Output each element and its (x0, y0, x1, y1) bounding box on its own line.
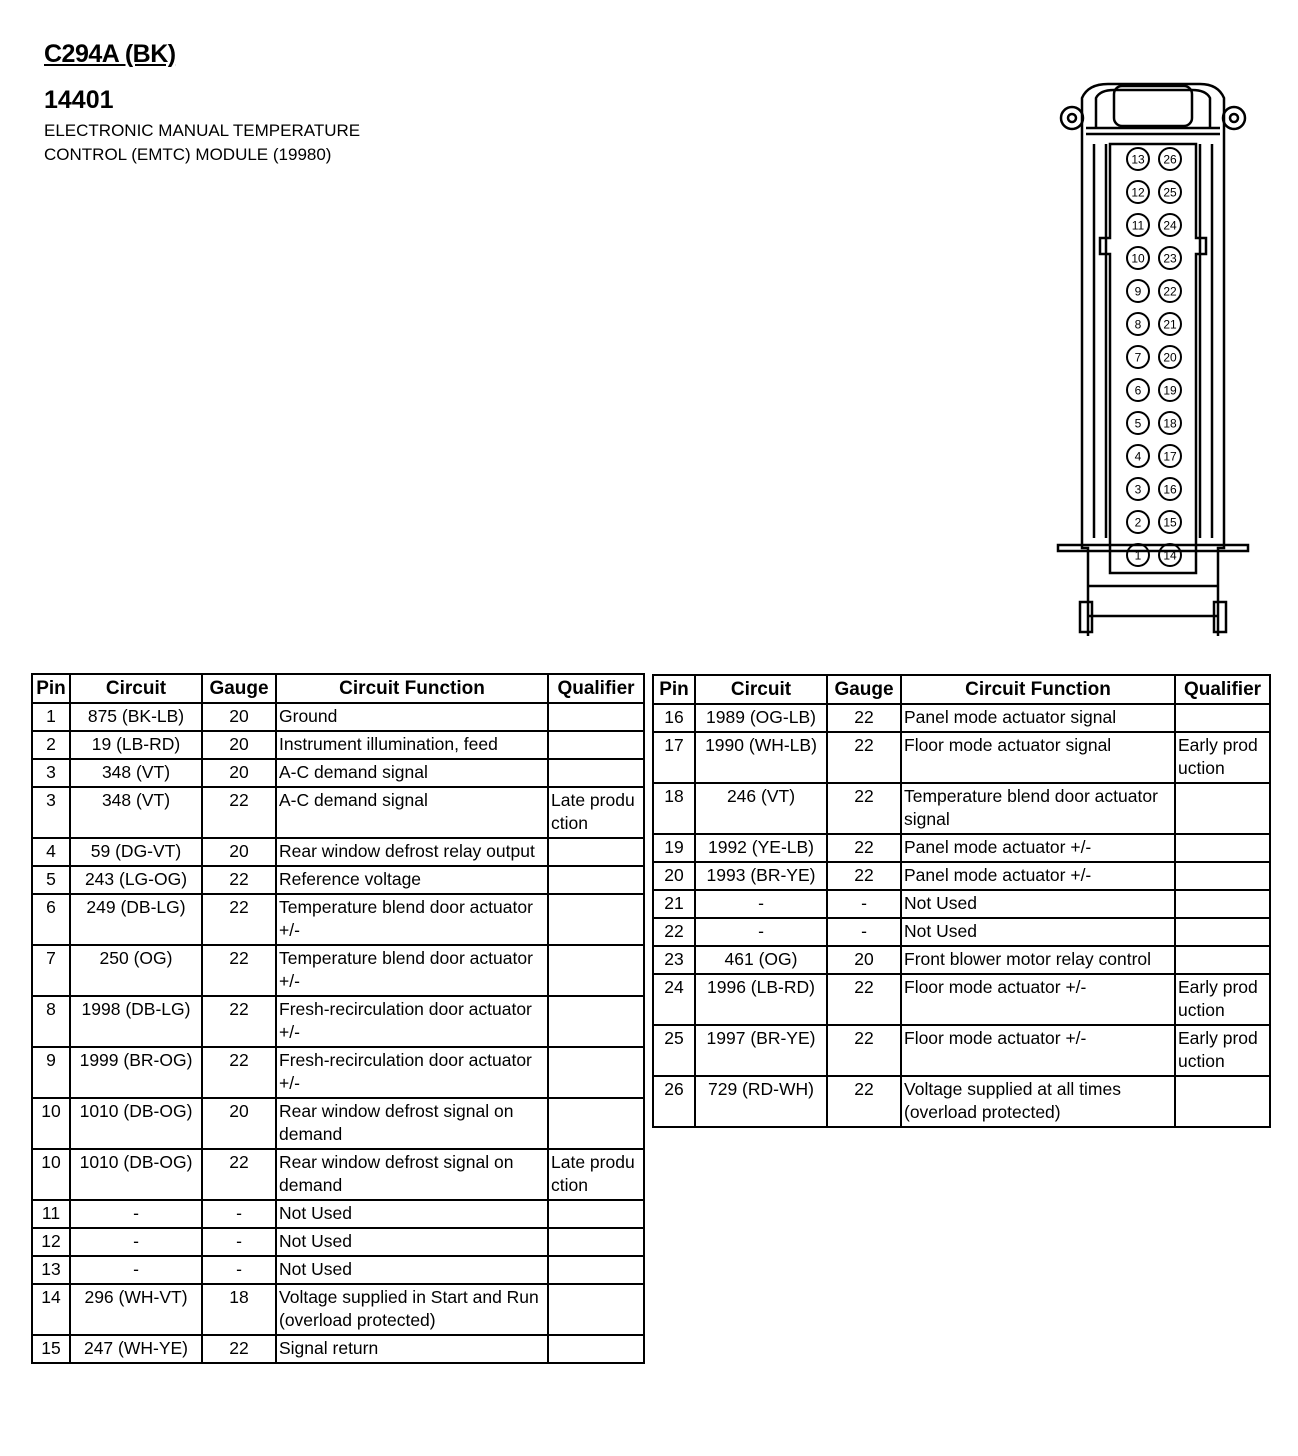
connector-pin-label: 26 (1163, 152, 1177, 167)
table-row (32, 1228, 644, 1256)
qualifier-cell (548, 1335, 644, 1363)
connector-pin-label: 3 (1134, 482, 1142, 497)
function-cell: A-C demand signal (276, 759, 548, 787)
gauge-cell: 22 (202, 1047, 276, 1098)
gauge-cell: 22 (202, 1335, 276, 1363)
connector-pin-label: 12 (1131, 185, 1145, 200)
pin-cell: 8 (32, 996, 70, 1047)
circuit-cell: 1992 (YE-LB) (695, 834, 827, 862)
circuit-cell: 249 (DB-LG) (70, 894, 202, 945)
qualifier-cell (548, 1047, 644, 1098)
table-row (653, 732, 1270, 783)
table-row (653, 1025, 1270, 1076)
circuit-cell: 1989 (OG-LB) (695, 704, 827, 732)
qualifier-cell (548, 703, 644, 731)
gauge-cell: 22 (202, 787, 276, 838)
table-row (32, 996, 644, 1047)
qualifier-cell: Early production (1175, 1025, 1270, 1076)
pinout-table-right (652, 674, 1271, 1128)
qualifier-cell (548, 1228, 644, 1256)
connector-pin-label: 2 (1134, 515, 1142, 530)
table-row (32, 945, 644, 996)
function-cell: Front blower motor relay control (901, 946, 1175, 974)
qualifier-cell (548, 838, 644, 866)
table-row (653, 946, 1270, 974)
qualifier-cell: Early production (1175, 974, 1270, 1025)
connector-face-diagram (1048, 78, 1258, 640)
connector-pin-label: 25 (1163, 185, 1177, 200)
qualifier-cell: Late production (548, 1149, 644, 1200)
connector-pin-label: 6 (1134, 383, 1142, 398)
function-cell: Floor mode actuator +/- (901, 974, 1175, 1025)
table-row (32, 1284, 644, 1335)
gauge-cell: - (202, 1200, 276, 1228)
function-cell: Reference voltage (276, 866, 548, 894)
header-qualifier: Qualifier (1175, 675, 1270, 704)
connector-pin-label: 23 (1163, 251, 1177, 266)
pin-cell: 11 (32, 1200, 70, 1228)
circuit-cell: 461 (OG) (695, 946, 827, 974)
circuit-cell: 59 (DG-VT) (70, 838, 202, 866)
part-number: 14401 (44, 86, 114, 114)
pin-cell: 20 (653, 862, 695, 890)
function-cell: Rear window defrost signal on demand (276, 1149, 548, 1200)
pin-cell: 23 (653, 946, 695, 974)
gauge-cell: 18 (202, 1284, 276, 1335)
connector-pin-label: 20 (1163, 350, 1177, 365)
connector-pin-label: 7 (1134, 350, 1142, 365)
gauge-cell: - (202, 1256, 276, 1284)
qualifier-cell (1175, 946, 1270, 974)
function-cell: Floor mode actuator +/- (901, 1025, 1175, 1076)
gauge-cell: 22 (202, 866, 276, 894)
function-cell: Not Used (276, 1256, 548, 1284)
pin-cell: 10 (32, 1098, 70, 1149)
table-row (32, 894, 644, 945)
header-qualifier: Qualifier (548, 674, 644, 703)
circuit-cell: - (695, 918, 827, 946)
table-row (32, 1200, 644, 1228)
gauge-cell: 20 (827, 946, 901, 974)
qualifier-cell (1175, 918, 1270, 946)
qualifier-cell: Early production (1175, 732, 1270, 783)
header-circuit-function: Circuit Function (276, 674, 548, 703)
table-row (653, 862, 1270, 890)
connector-pin-label: 15 (1163, 515, 1177, 530)
module-description (44, 119, 360, 167)
function-cell: Panel mode actuator +/- (901, 834, 1175, 862)
qualifier-cell (548, 1200, 644, 1228)
pin-cell: 9 (32, 1047, 70, 1098)
header-circuit-function: Circuit Function (901, 675, 1175, 704)
circuit-cell: 296 (WH-VT) (70, 1284, 202, 1335)
pin-cell: 17 (653, 732, 695, 783)
gauge-cell: 22 (202, 945, 276, 996)
connector-pin-label: 16 (1163, 482, 1177, 497)
circuit-cell: - (695, 890, 827, 918)
pin-cell: 6 (32, 894, 70, 945)
connector-pin-label: 1 (1134, 548, 1142, 563)
pin-cell: 13 (32, 1256, 70, 1284)
qualifier-cell (548, 866, 644, 894)
connector-pin-label: 24 (1163, 218, 1177, 233)
function-cell: Rear window defrost relay output (276, 838, 548, 866)
pin-cell: 15 (32, 1335, 70, 1363)
table-row (32, 787, 644, 838)
qualifier-cell (548, 996, 644, 1047)
pin-cell: 22 (653, 918, 695, 946)
function-cell: Panel mode actuator signal (901, 704, 1175, 732)
function-cell: Fresh-recirculation door actuator +/- (276, 996, 548, 1047)
gauge-cell: 22 (202, 1149, 276, 1200)
circuit-cell: 348 (VT) (70, 787, 202, 838)
pin-cell: 24 (653, 974, 695, 1025)
connector-pin-label: 13 (1131, 152, 1145, 167)
connector-pin-label: 8 (1134, 317, 1142, 332)
qualifier-cell (548, 1284, 644, 1335)
qualifier-cell (1175, 862, 1270, 890)
qualifier-cell (548, 1098, 644, 1149)
pin-cell: 10 (32, 1149, 70, 1200)
gauge-cell: 20 (202, 731, 276, 759)
qualifier-cell (1175, 1076, 1270, 1127)
function-cell: Signal return (276, 1335, 548, 1363)
pin-cell: 7 (32, 945, 70, 996)
table-row (653, 834, 1270, 862)
qualifier-cell (1175, 890, 1270, 918)
table-row (653, 890, 1270, 918)
pin-cell: 3 (32, 787, 70, 838)
function-cell: Not Used (901, 918, 1175, 946)
pin-cell: 26 (653, 1076, 695, 1127)
header-pin: Pin (32, 674, 70, 703)
function-cell: Rear window defrost signal on demand (276, 1098, 548, 1149)
circuit-cell: 1996 (LB-RD) (695, 974, 827, 1025)
pin-cell: 18 (653, 783, 695, 834)
pin-cell: 2 (32, 731, 70, 759)
connector-pin-label: 18 (1163, 416, 1177, 431)
qualifier-cell (548, 945, 644, 996)
table-row (653, 704, 1270, 732)
function-cell: Fresh-recirculation door actuator +/- (276, 1047, 548, 1098)
gauge-cell: 22 (827, 783, 901, 834)
function-cell: Ground (276, 703, 548, 731)
connector-pin-label: 17 (1163, 449, 1177, 464)
function-cell: Not Used (276, 1200, 548, 1228)
connector-pin-label: 4 (1134, 449, 1142, 464)
header-gauge: Gauge (827, 675, 901, 704)
gauge-cell: 22 (202, 996, 276, 1047)
gauge-cell: 20 (202, 759, 276, 787)
header-circuit: Circuit (70, 674, 202, 703)
connector-pin-label: 14 (1163, 548, 1177, 563)
pin-cell: 5 (32, 866, 70, 894)
module-description-line2: CONTROL (EMTC) MODULE (19980) (44, 145, 332, 164)
gauge-cell: 22 (827, 834, 901, 862)
pin-cell: 1 (32, 703, 70, 731)
circuit-cell: 243 (LG-OG) (70, 866, 202, 894)
gauge-cell: 22 (827, 704, 901, 732)
table-row (32, 838, 644, 866)
circuit-cell: - (70, 1256, 202, 1284)
function-cell: Temperature blend door actuator signal (901, 783, 1175, 834)
qualifier-cell (548, 731, 644, 759)
gauge-cell: - (827, 918, 901, 946)
gauge-cell: 22 (827, 732, 901, 783)
pin-cell: 21 (653, 890, 695, 918)
connector-pin-label: 5 (1134, 416, 1142, 431)
circuit-cell: 19 (LB-RD) (70, 731, 202, 759)
connector-pin-label: 21 (1163, 317, 1177, 332)
circuit-cell: 1010 (DB-OG) (70, 1149, 202, 1200)
function-cell: Panel mode actuator +/- (901, 862, 1175, 890)
circuit-cell: - (70, 1228, 202, 1256)
function-cell: Not Used (276, 1228, 548, 1256)
circuit-cell: 1998 (DB-LG) (70, 996, 202, 1047)
pin-cell: 19 (653, 834, 695, 862)
table-row (32, 703, 644, 731)
table-row (653, 783, 1270, 834)
header-gauge: Gauge (202, 674, 276, 703)
connector-pin-label: 9 (1134, 284, 1142, 299)
table-row (653, 918, 1270, 946)
circuit-cell: 1997 (BR-YE) (695, 1025, 827, 1076)
gauge-cell: - (827, 890, 901, 918)
function-cell: Not Used (901, 890, 1175, 918)
connector-pin-label: 11 (1131, 218, 1145, 233)
function-cell: Voltage supplied in Start and Run (overload protected) (276, 1284, 548, 1335)
qualifier-cell (548, 894, 644, 945)
connector-pin-label: 19 (1163, 383, 1177, 398)
gauge-cell: 22 (827, 974, 901, 1025)
connector-pin-label: 10 (1131, 251, 1145, 266)
pin-cell: 14 (32, 1284, 70, 1335)
table-row (32, 1256, 644, 1284)
circuit-cell: 1999 (BR-OG) (70, 1047, 202, 1098)
table-row (32, 1047, 644, 1098)
circuit-cell: 875 (BK-LB) (70, 703, 202, 731)
function-cell: Voltage supplied at all times (overload protected) (901, 1076, 1175, 1127)
gauge-cell: 22 (827, 1025, 901, 1076)
qualifier-cell (548, 1256, 644, 1284)
pin-cell: 3 (32, 759, 70, 787)
table-row (653, 974, 1270, 1025)
table-row (32, 731, 644, 759)
module-description-line1: ELECTRONIC MANUAL TEMPERATURE (44, 121, 361, 140)
gauge-cell: 20 (202, 1098, 276, 1149)
table-header-row (32, 674, 644, 703)
function-cell: A-C demand signal (276, 787, 548, 838)
gauge-cell: 20 (202, 838, 276, 866)
table-row (32, 1335, 644, 1363)
function-cell: Floor mode actuator signal (901, 732, 1175, 783)
pin-cell: 12 (32, 1228, 70, 1256)
table-row (653, 1076, 1270, 1127)
gauge-cell: 20 (202, 703, 276, 731)
qualifier-cell (1175, 783, 1270, 834)
qualifier-cell (1175, 834, 1270, 862)
table-row (32, 1149, 644, 1200)
circuit-cell: 247 (WH-YE) (70, 1335, 202, 1363)
pin-cell: 16 (653, 704, 695, 732)
circuit-cell: 250 (OG) (70, 945, 202, 996)
qualifier-cell (548, 759, 644, 787)
function-cell: Temperature blend door actuator +/- (276, 894, 548, 945)
gauge-cell: 22 (827, 1076, 901, 1127)
table-header-row (653, 675, 1270, 704)
gauge-cell: 22 (827, 862, 901, 890)
circuit-cell: 729 (RD-WH) (695, 1076, 827, 1127)
connector-id-title: C294A (BK) (44, 40, 176, 68)
pinout-table-left (31, 673, 645, 1364)
qualifier-cell: Late production (548, 787, 644, 838)
circuit-cell: - (70, 1200, 202, 1228)
function-cell: Temperature blend door actuator +/- (276, 945, 548, 996)
circuit-cell: 1010 (DB-OG) (70, 1098, 202, 1149)
table-row (32, 759, 644, 787)
pin-cell: 25 (653, 1025, 695, 1076)
table-row (32, 1098, 644, 1149)
header-pin: Pin (653, 675, 695, 704)
qualifier-cell (1175, 704, 1270, 732)
circuit-cell: 1993 (BR-YE) (695, 862, 827, 890)
gauge-cell: 22 (202, 894, 276, 945)
gauge-cell: - (202, 1228, 276, 1256)
circuit-cell: 1990 (WH-LB) (695, 732, 827, 783)
connector-pin-label: 22 (1163, 284, 1177, 299)
header-circuit: Circuit (695, 675, 827, 704)
circuit-cell: 348 (VT) (70, 759, 202, 787)
function-cell: Instrument illumination, feed (276, 731, 548, 759)
pin-cell: 4 (32, 838, 70, 866)
table-row (32, 866, 644, 894)
circuit-cell: 246 (VT) (695, 783, 827, 834)
